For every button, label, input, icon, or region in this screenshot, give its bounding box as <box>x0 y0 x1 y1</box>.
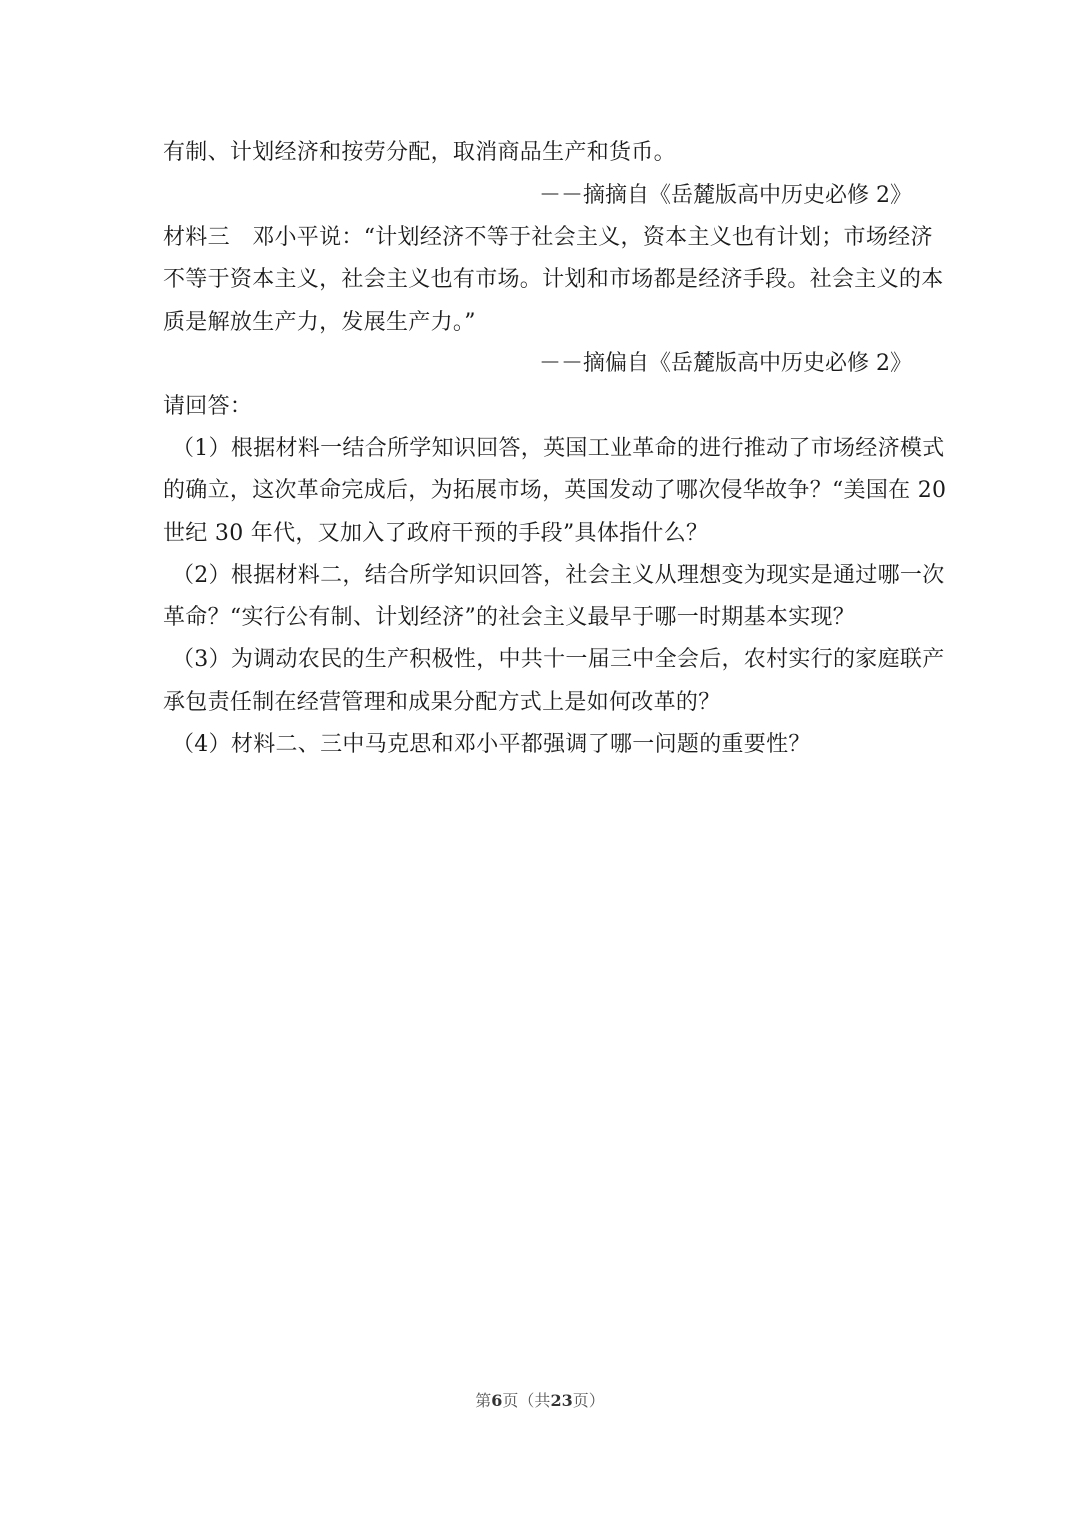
footer-page-number: 6 <box>491 1391 503 1410</box>
footer-total-pages: 23 <box>550 1391 573 1410</box>
question-2-line-2: 革命？“实行公有制、计划经济”的社会主义最早于哪一时期基本实现？ <box>163 605 856 630</box>
answer-prompt: 请回答： <box>163 394 253 419</box>
source-citation-three: －－摘偏自《岳麓版高中历史必修 2》 <box>539 351 912 376</box>
question-1-line-3: 世纪 30 年代，又加入了政府干预的手段”具体指什么？ <box>163 521 709 546</box>
material-three-line-1: 材料三 邓小平说：“计划经济不等于社会主义，资本主义也有计划；市场经济 <box>163 225 933 250</box>
material-three-line-2: 不等于资本主义，社会主义也有市场。计划和市场都是经济手段。社会主义的本 <box>163 267 944 292</box>
question-3-line-2: 承包责任制在经营管理和成果分配方式上是如何改革的？ <box>163 690 721 715</box>
material-two-tail: 有制、计划经济和按劳分配，取消商品生产和货币。 <box>163 140 676 165</box>
question-3-line-1: （3）为调动农民的生产积极性，中共十一届三中全会后，农村实行的家庭联产 <box>172 647 945 672</box>
footer-prefix: 第 <box>475 1391 492 1410</box>
source-citation-two: －－摘摘自《岳麓版高中历史必修 2》 <box>539 183 912 208</box>
question-2-line-1: （2）根据材料二，结合所学知识回答，社会主义从理想变为现实是通过哪一次 <box>172 563 945 588</box>
footer-middle: 页（共 <box>502 1391 551 1410</box>
question-1-line-2: 的确立，这次革命完成后，为拓展市场，英国发动了哪次侵华故争？“美国在 20 <box>163 478 947 503</box>
page-footer <box>0 1389 1080 1413</box>
material-three-line-3: 质是解放生产力，发展生产力。” <box>163 310 476 335</box>
question-1-line-1: （1）根据材料一结合所学知识回答，英国工业革命的进行推动了市场经济模式 <box>172 436 945 461</box>
question-4-line-1: （4）材料二、三中马克思和邓小平都强调了哪一问题的重要性？ <box>172 732 811 757</box>
footer-suffix: 页） <box>572 1391 605 1410</box>
